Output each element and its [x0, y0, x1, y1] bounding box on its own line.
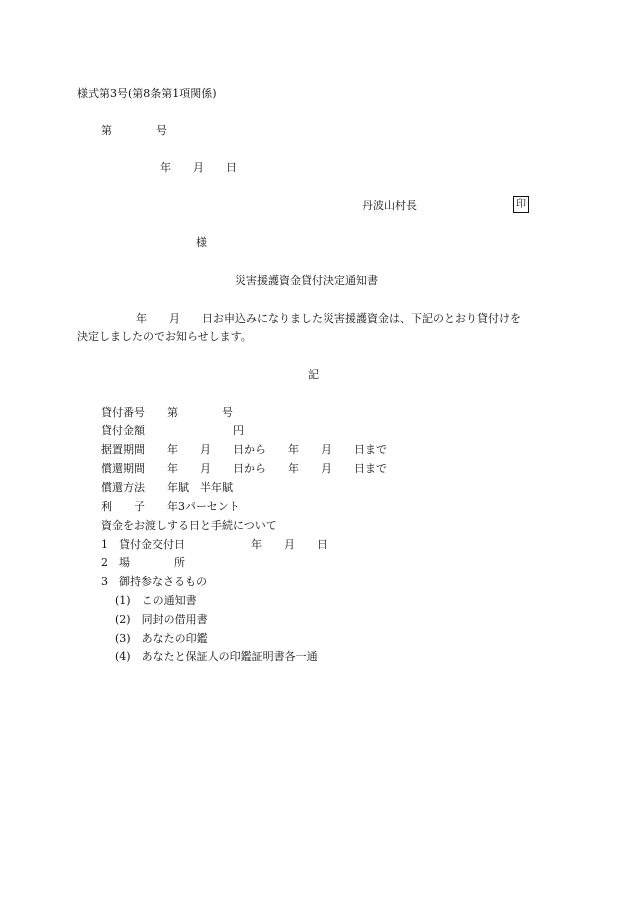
- item-delivery-heading: 資金をお渡しする日と手続について: [101, 519, 277, 532]
- item-interest: 利 子 年3パーセント: [101, 500, 240, 513]
- issue-date: 年 月 日: [160, 161, 237, 174]
- item-repayment-period: 償還期間 年 月 日から 年 月 日まで: [101, 462, 387, 475]
- document-number: 第 号: [101, 124, 167, 137]
- item-place: 2 場 所: [101, 556, 185, 569]
- item-bring-heading: 3 御持参なさるもの: [101, 575, 207, 588]
- item-bring-2: (2) 同封の借用書: [115, 613, 208, 626]
- item-repayment-method: 償還方法 年賦 半年賦: [101, 481, 233, 494]
- body-line-1: 年 月 日お申込みになりました災害援護資金は、下記のとおり貸付けを: [136, 312, 521, 325]
- item-bring-3: (3) あなたの印鑑: [115, 632, 208, 645]
- seal-mark: 印: [513, 196, 529, 213]
- item-loan-number: 貸付番号 第 号: [101, 406, 233, 419]
- item-grace-period: 据置期間 年 月 日から 年 月 日まで: [101, 443, 387, 456]
- item-bring-1: (1) この通知書: [115, 594, 197, 607]
- item-loan-amount: 貸付金額 円: [101, 424, 244, 437]
- item-bring-4: (4) あなたと保証人の印鑑証明書各一通: [115, 650, 318, 663]
- body-line-2: 決定しましたのでお知らせします。: [77, 330, 252, 343]
- ki-heading: 記: [308, 368, 319, 381]
- addressee-suffix: 様: [196, 236, 207, 249]
- document-title: 災害援護資金貸付決定通知書: [235, 274, 378, 287]
- form-label: 様式第3号(第8条第1項関係): [77, 87, 217, 100]
- item-delivery-date: 1 貸付金交付日 年 月 日: [101, 538, 328, 551]
- issuer-name: 丹波山村長: [362, 199, 417, 212]
